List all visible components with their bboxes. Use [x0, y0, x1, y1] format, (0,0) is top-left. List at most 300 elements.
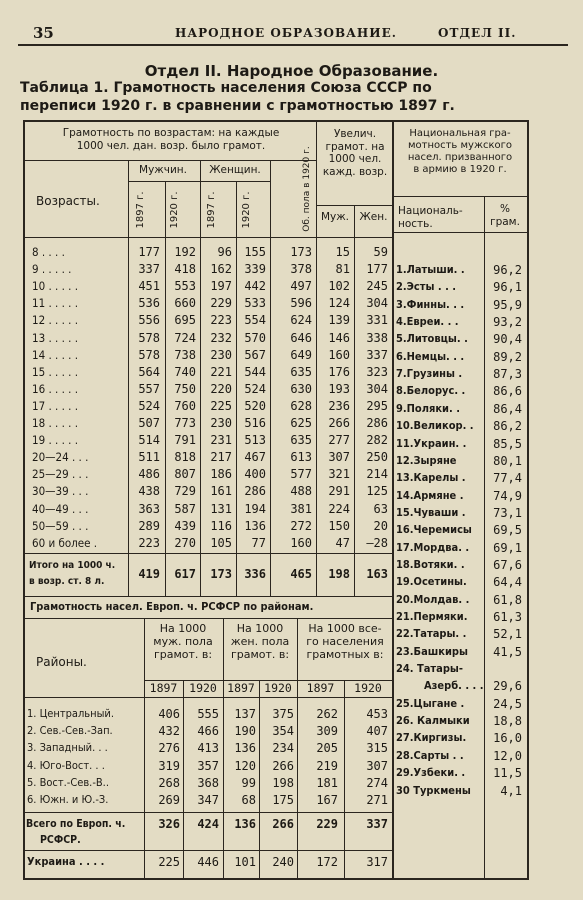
region-value: 274	[366, 775, 388, 790]
nationality-name: 16.Черемисы	[396, 523, 472, 537]
nationality-name: 21.Пермяки.	[396, 610, 468, 623]
age-value: 533	[244, 296, 266, 311]
region-value: 271	[366, 793, 388, 807]
nationality-name: 20.Молдав. .	[396, 592, 470, 606]
nationality-percent: 61,3	[493, 610, 522, 624]
increase-women-header: Жен.	[359, 211, 388, 223]
age-label: 14 . . . . .	[32, 347, 79, 362]
region-value: 136	[234, 741, 256, 756]
age-value: 363	[138, 501, 160, 516]
nationality-name: 8.Белорус. .	[396, 384, 466, 398]
both-sexes-header: Об. пола в 1920 г.	[302, 146, 312, 232]
region-name: 4. Юго-Вост. . .	[27, 758, 105, 772]
age-value: 295	[366, 398, 388, 413]
age-value: 286	[366, 416, 388, 430]
region-value: 319	[158, 758, 180, 773]
nationality-percent: 69,5	[493, 523, 522, 538]
age-value: 807	[174, 467, 196, 482]
h-rule	[23, 160, 317, 161]
v-rule	[344, 680, 345, 878]
age-value: 536	[138, 296, 160, 311]
v-rule	[23, 120, 25, 880]
age-label: 11 . . . . .	[32, 296, 79, 311]
nationality-percent: 16,0	[493, 731, 522, 746]
age-value: 105	[210, 535, 232, 550]
region-value: 198	[272, 775, 294, 790]
region-value: 315	[366, 741, 388, 756]
region-value: 407	[366, 724, 388, 739]
age-value: 321	[328, 467, 350, 482]
nationality-name: 25.Цыгане .	[396, 696, 465, 710]
age-value: 304	[366, 296, 388, 311]
nationality-name: 19.Осетины.	[396, 575, 467, 589]
nationality-name: 4.Евреи. . .	[396, 315, 459, 329]
age-value: 773	[174, 416, 196, 430]
year-header: 1897	[227, 681, 255, 695]
region-value: 266	[272, 758, 294, 773]
age-value: 337	[138, 262, 160, 277]
men-1920-header: 1920 г.	[169, 191, 180, 229]
region-value: 375	[272, 707, 294, 721]
age-value: 331	[366, 313, 388, 328]
nationality-percent: 80,1	[493, 453, 522, 468]
age-value: 232	[210, 330, 232, 345]
age-value: 738	[174, 347, 196, 362]
nationality-name: 7.Грузины .	[396, 367, 463, 381]
nationality-name: 17.Мордва. .	[396, 540, 470, 554]
age-value: 524	[138, 398, 160, 413]
age-value: 520	[244, 398, 266, 413]
region-value: 354	[272, 724, 294, 739]
age-value: 338	[366, 330, 388, 345]
age-value: 323	[366, 364, 388, 379]
age-value: 250	[366, 450, 388, 465]
age-total-value: 465	[290, 567, 312, 581]
region-value: 309	[316, 724, 338, 739]
age-total-label-1: Итого на 1000 ч.	[29, 560, 116, 571]
region-total-value: 326	[158, 817, 180, 831]
age-label: 12 . . . . .	[32, 313, 79, 328]
age-value: 442	[244, 279, 266, 294]
nationality-percent: 24,5	[493, 696, 522, 711]
age-value: 161	[210, 484, 232, 499]
age-value: 176	[328, 364, 350, 379]
region-name: 6. Южн. и Ю.-З.	[27, 793, 109, 806]
age-value: 272	[290, 518, 312, 533]
region-value: 172	[316, 855, 338, 869]
age-value: 628	[290, 398, 312, 413]
running-dept: ОТДЕЛ II.	[438, 26, 517, 40]
year-header: 1920	[264, 681, 292, 695]
region-total-label-2: РСФСР.	[40, 834, 81, 846]
age-value: 225	[210, 398, 232, 413]
age-value: 229	[210, 296, 232, 311]
age-value: 486	[138, 467, 160, 482]
age-value: 578	[138, 347, 160, 362]
age-value: 173	[290, 245, 312, 259]
age-value: 47	[335, 535, 350, 550]
age-value: 740	[174, 364, 196, 379]
age-value: 337	[366, 347, 388, 362]
men-1897-header: 1897 г.	[135, 191, 146, 229]
h-rule	[392, 196, 528, 197]
region-value: 137	[234, 707, 256, 721]
men-header: Мужчин.	[139, 164, 187, 176]
age-value: 223	[210, 313, 232, 328]
nationality-percent: 85,5	[493, 436, 522, 451]
h-rule	[23, 120, 529, 122]
age-value: 223	[138, 535, 160, 550]
nationality-percent: 74,9	[493, 488, 522, 503]
age-value: 451	[138, 279, 160, 294]
age-value: 231	[210, 433, 232, 448]
age-value: 20	[373, 518, 388, 533]
region-value: 268	[158, 775, 180, 790]
age-value: 625	[290, 416, 312, 430]
age-value: 557	[138, 381, 160, 396]
region-value: 240	[272, 855, 294, 869]
age-value: 567	[244, 347, 266, 362]
h-rule	[23, 812, 394, 813]
women-1920-header: 1920 г.	[241, 191, 252, 229]
region-total-value: 424	[197, 817, 219, 831]
age-value: 131	[210, 501, 232, 516]
age-value: 554	[244, 313, 266, 328]
age-value: 750	[174, 381, 196, 396]
nationality-percent: 18,8	[493, 714, 522, 729]
age-value: 513	[244, 433, 266, 448]
year-header: 1897	[306, 681, 335, 695]
year-header: 1920	[354, 681, 382, 695]
national-header: Национальная гра- мотность мужского насел. призванного в армию в 1920 г.	[407, 128, 513, 175]
age-total-value: 173	[210, 567, 232, 581]
region-value: 167	[316, 793, 338, 807]
age-value: 124	[328, 296, 350, 311]
age-column-header: Возрасты.	[36, 194, 100, 208]
age-value: 630	[290, 381, 312, 396]
nationality-percent: 11,5	[493, 766, 522, 781]
region-total-value: 229	[316, 817, 338, 831]
age-label: 20—24 . . .	[32, 450, 89, 465]
age-value: 578	[138, 330, 160, 345]
region-name: 1. Центральный.	[27, 707, 114, 720]
region-value: 276	[158, 741, 180, 756]
h-rule	[23, 878, 529, 880]
nationality-name: 29.Узбеки. .	[396, 766, 466, 780]
nationality-name: 22.Татары. .	[396, 627, 467, 641]
region-value: 181	[316, 775, 338, 790]
header-rule	[18, 44, 568, 46]
region-value: 466	[197, 724, 219, 739]
nationality-name: 23.Башкиры	[396, 644, 468, 658]
age-value: 514	[138, 433, 160, 448]
age-value: 307	[328, 450, 350, 465]
age-value: 224	[328, 501, 350, 516]
h-rule	[23, 850, 394, 851]
age-value: 230	[210, 416, 232, 430]
age-value: 186	[210, 467, 232, 482]
nationality-percent: 77,4	[493, 471, 522, 486]
nationality-percent: 29,6	[493, 679, 522, 694]
region-value: 101	[234, 855, 256, 869]
region-name: 3. Западный. . .	[27, 741, 108, 755]
nationality-name: 3.Финны. . .	[396, 297, 465, 311]
age-label: 60 и более .	[32, 535, 98, 550]
age-value: 613	[290, 450, 312, 465]
region-women-header: На 1000 жен. пола грамот. в:	[230, 622, 290, 662]
nationality-percent: 73,1	[493, 505, 522, 520]
age-label: 17 . . . . .	[32, 398, 79, 413]
age-value: 497	[290, 279, 312, 294]
nationality-name: 9.Поляки. .	[396, 401, 460, 415]
age-value: 81	[335, 262, 350, 277]
nationality-name: 12.Зыряне	[396, 453, 457, 467]
age-value: 587	[174, 501, 196, 516]
age-value: 339	[244, 262, 266, 277]
age-total-label-2: в возр. ст. 8 л.	[29, 576, 105, 587]
nationality-percent: 61,8	[493, 592, 522, 607]
nationality-percent: 86,2	[493, 419, 522, 434]
age-value: 162	[210, 262, 232, 277]
region-value: 262	[316, 707, 338, 721]
nationality-percent: 64,4	[493, 575, 522, 590]
nationality-name: 30 Туркмены	[396, 783, 471, 797]
nationality-percent: 90,4	[493, 332, 522, 347]
region-value: 555	[197, 707, 219, 721]
age-total-value: 198	[328, 567, 350, 581]
region-value: 317	[366, 855, 388, 869]
age-label: 30—39 . . .	[32, 484, 89, 499]
nationality-percent: 41,5	[493, 644, 522, 659]
age-label: 9 . . . . .	[32, 262, 72, 277]
nationality-percent: 86,6	[493, 384, 522, 399]
nationality-percent: 4,1	[500, 783, 522, 798]
region-value: 307	[366, 758, 388, 773]
region-total-value: 136	[234, 817, 256, 831]
region-value: 453	[366, 707, 388, 721]
region-value: 269	[158, 793, 180, 807]
age-value: 439	[174, 518, 196, 533]
nationality-percent: 95,9	[493, 297, 522, 312]
age-value: 467	[244, 450, 266, 465]
age-value: 760	[174, 398, 196, 413]
running-title: НАРОДНОЕ ОБРАЗОВАНИЕ.	[175, 26, 397, 40]
age-value: 695	[174, 313, 196, 328]
age-value: 96	[217, 245, 232, 259]
region-value: 368	[197, 775, 219, 790]
age-value: 230	[210, 347, 232, 362]
nationality-name: 2.Эсты . . .	[396, 280, 457, 294]
nationality-name: 18.Вотяки. .	[396, 557, 465, 571]
age-value: 177	[366, 262, 388, 277]
h-rule	[392, 232, 528, 233]
age-value: 194	[244, 501, 266, 516]
h-rule	[128, 181, 270, 182]
region-name: 5. Вост.-Сев.-В..	[27, 775, 109, 789]
age-value: 221	[210, 364, 232, 379]
age-value: 245	[366, 279, 388, 294]
age-value: 553	[174, 279, 196, 294]
region-value: 432	[158, 724, 180, 739]
nationality-percent: 69,1	[493, 540, 522, 555]
region-value: 175	[272, 793, 294, 807]
age-value: —28	[366, 535, 388, 550]
age-value: 577	[290, 467, 312, 482]
region-total-value: 266	[272, 817, 294, 831]
h-rule	[316, 205, 394, 206]
age-value: 291	[328, 484, 350, 499]
age-value: 381	[290, 501, 312, 516]
age-value: 116	[210, 518, 232, 533]
age-value: 177	[138, 245, 160, 259]
nationality-percent: 67,6	[493, 557, 522, 572]
age-label: 16 . . . . .	[32, 381, 79, 396]
nationality-name: 10.Великор. .	[396, 419, 474, 433]
age-label: 18 . . . . .	[32, 416, 79, 430]
region-total-value: 337	[366, 817, 388, 831]
region-value: 205	[316, 741, 338, 756]
year-header: 1920	[189, 681, 217, 695]
section-title: Отдел II. Народное Образование.	[144, 62, 439, 80]
h-rule	[23, 553, 394, 554]
age-value: 146	[328, 330, 350, 345]
age-value: 160	[328, 347, 350, 362]
age-value: 136	[244, 518, 266, 533]
nationality-name: 6.Немцы. . .	[396, 349, 465, 363]
region-value: 225	[158, 855, 180, 869]
age-label: 25—29 . . .	[32, 467, 89, 482]
age-value: 277	[328, 433, 350, 448]
age-value: 544	[244, 364, 266, 379]
age-total-value: 163	[366, 567, 388, 581]
nationality-column-header: Националь- ность.	[398, 205, 463, 230]
age-label: 19 . . . . .	[32, 433, 79, 448]
age-value: 270	[174, 535, 196, 550]
age-total-value: 336	[244, 567, 266, 581]
age-table-header: Грамотность по возрастам: на каждые 1000 чел. дан. возр. было грамот.	[62, 127, 280, 152]
region-value: 120	[234, 758, 256, 773]
h-rule	[23, 618, 394, 619]
age-value: 400	[244, 467, 266, 482]
age-value: 511	[138, 450, 160, 465]
nationality-name: Азерб. . . .	[424, 679, 484, 693]
age-value: 236	[328, 398, 350, 413]
region-column-header: Районы.	[36, 655, 87, 669]
year-header: 1897	[149, 681, 178, 695]
age-label: 10 . . . . .	[32, 279, 79, 294]
region-value: 357	[197, 758, 219, 773]
nationality-name: 11.Украин. .	[396, 436, 467, 450]
age-value: 378	[290, 262, 312, 277]
h-rule	[23, 237, 394, 238]
women-header: Женщин.	[209, 164, 261, 176]
increase-men-header: Муж.	[320, 211, 350, 223]
nationality-percent: 96,1	[493, 280, 522, 295]
page-number: 35	[33, 24, 54, 42]
nationality-percent: 12,0	[493, 748, 522, 763]
age-value: 102	[328, 279, 350, 294]
region-total-label-1: Всего по Европ. ч.	[26, 818, 126, 830]
age-value: 282	[366, 433, 388, 448]
age-value: 220	[210, 381, 232, 396]
age-value: 150	[328, 518, 350, 533]
age-value: 635	[290, 364, 312, 379]
table-caption-line2: переписи 1920 г. в сравнении с грамотностью 1897 г.	[20, 98, 455, 114]
age-value: 438	[138, 484, 160, 499]
region-value: 406	[158, 707, 180, 721]
region-men-header: На 1000 муж. пола грамот. в:	[153, 622, 213, 662]
nationality-name: 28.Сарты . .	[396, 748, 464, 762]
age-value: 646	[290, 330, 312, 345]
nationality-name: 27.Киргизы.	[396, 731, 467, 745]
nationality-percent: 89,2	[493, 349, 522, 364]
v-rule	[527, 120, 529, 880]
region-name: Украина . . . .	[27, 855, 105, 868]
age-value: 193	[328, 381, 350, 396]
nationality-percent: 96,2	[493, 263, 522, 277]
age-label: 13 . . . . .	[32, 330, 79, 345]
age-value: 624	[290, 313, 312, 328]
age-value: 266	[328, 416, 350, 430]
age-value: 418	[174, 262, 196, 277]
age-value: 818	[174, 450, 196, 465]
table-caption-line1: Таблица 1. Грамотность населения Союза ССCР по	[20, 80, 432, 96]
age-value: 556	[138, 313, 160, 328]
age-value: 724	[174, 330, 196, 345]
age-value: 139	[328, 313, 350, 328]
nationality-name: 5.Литовцы. .	[396, 332, 468, 346]
age-value: 214	[366, 467, 388, 482]
age-value: 516	[244, 416, 266, 430]
age-value: 635	[290, 433, 312, 448]
age-label: 50—59 . . .	[32, 518, 89, 533]
nationality-percent: 86,4	[493, 401, 522, 416]
age-value: 304	[366, 381, 388, 396]
age-value: 524	[244, 381, 266, 396]
nationality-name: 26. Калмыки	[396, 714, 470, 728]
age-value: 63	[373, 501, 388, 516]
nationality-percent: 93,2	[493, 315, 522, 330]
age-value: 125	[366, 484, 388, 499]
region-value: 413	[197, 741, 219, 756]
age-total-value: 617	[174, 567, 196, 581]
age-label: 15 . . . . .	[32, 364, 79, 379]
region-all-header: На 1000 все- го населения грамотных в:	[306, 622, 384, 662]
region-name: 2. Сев.-Сев.-Зап.	[27, 724, 113, 738]
nationality-name: 1.Латыши. .	[396, 263, 465, 276]
age-value: 488	[290, 484, 312, 499]
age-value: 596	[290, 296, 312, 311]
nationality-name: 15.Чуваши .	[396, 505, 466, 519]
nationality-percent: 52,1	[493, 627, 522, 642]
increase-header: Увелич. грамот. на 1000 чел. кажд. возр.	[322, 128, 388, 178]
region-value: 68	[241, 793, 256, 807]
age-value: 570	[244, 330, 266, 345]
region-value: 347	[197, 793, 219, 807]
h-rule	[23, 596, 394, 597]
region-value: 446	[197, 855, 219, 869]
age-label: 8 . . . .	[32, 245, 65, 259]
h-rule	[23, 697, 394, 698]
nationality-name: 24. Татары-	[396, 662, 463, 676]
age-value: 286	[244, 484, 266, 499]
age-value: 649	[290, 347, 312, 362]
age-value: 289	[138, 518, 160, 533]
women-1897-header: 1897 г.	[206, 191, 217, 229]
age-value: 564	[138, 364, 160, 379]
region-value: 190	[234, 724, 256, 739]
nationality-percent: 87,3	[493, 367, 522, 382]
